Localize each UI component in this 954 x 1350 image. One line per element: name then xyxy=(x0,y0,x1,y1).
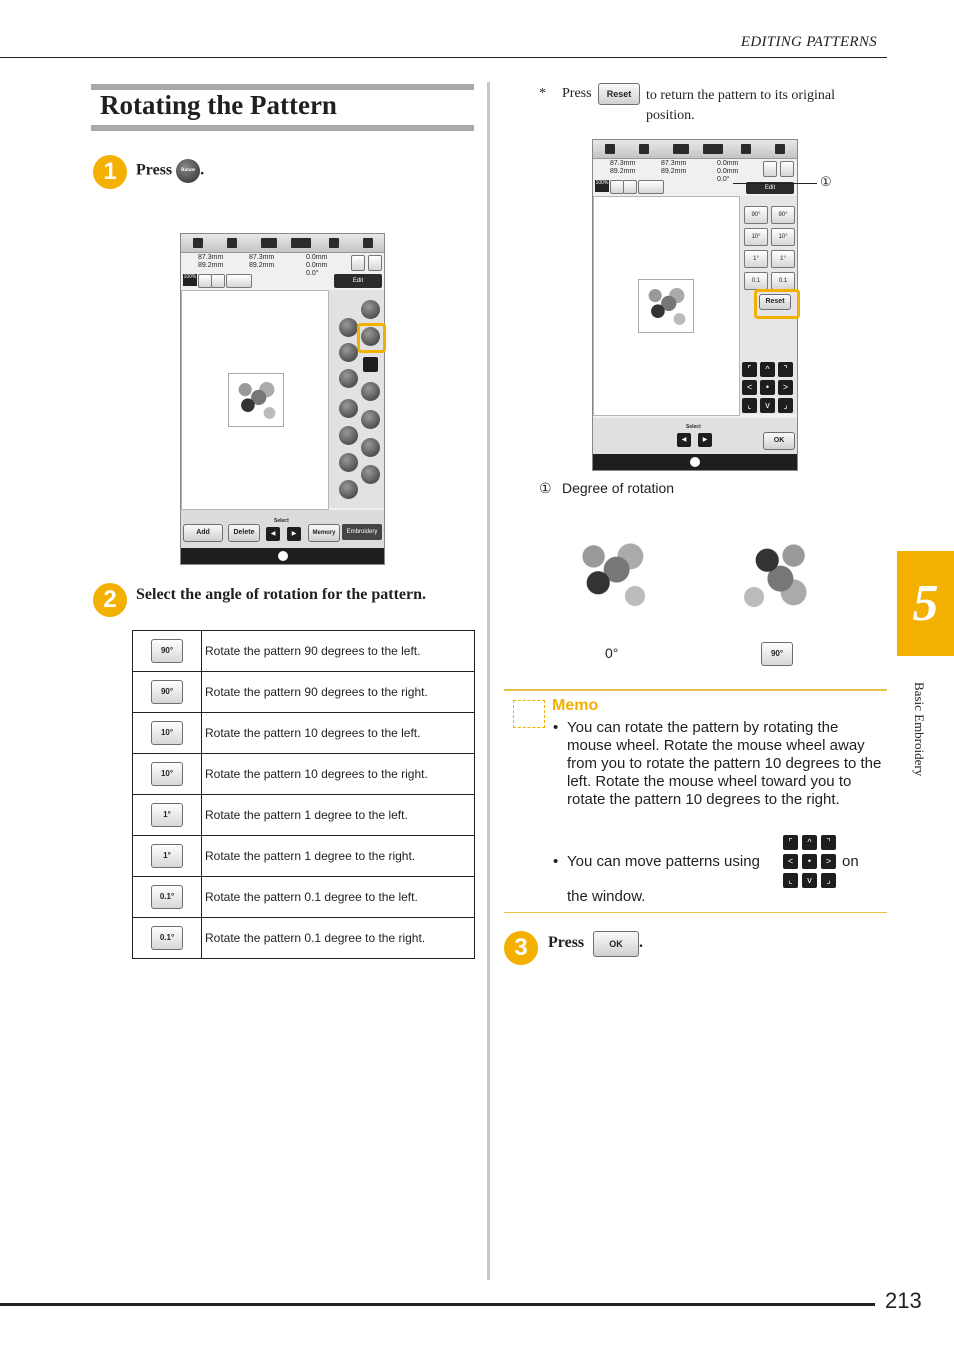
pos-x: 0.0mm xyxy=(306,254,328,261)
screen2-capture-button[interactable] xyxy=(763,161,777,177)
move-up-right-icon[interactable]: ⌝ xyxy=(778,362,793,377)
page-icon[interactable] xyxy=(227,238,237,248)
size2-height: 89.2mm xyxy=(249,262,275,269)
needle-icon[interactable] xyxy=(703,144,723,154)
memo-bottom-rule xyxy=(504,912,887,913)
zoom-level: 100% xyxy=(595,180,609,192)
rotation-table xyxy=(132,630,475,959)
move-down-right-icon[interactable]: ⌟ xyxy=(778,398,793,413)
zoom-out-icon[interactable] xyxy=(198,274,212,288)
move-up-right-icon: ⌝ xyxy=(821,835,836,850)
zoom-level: 100% xyxy=(183,274,197,286)
step-1-press: Press xyxy=(136,161,173,179)
rotate-1-left-icon[interactable]: 1° xyxy=(151,803,183,827)
angle-value: 0.0° xyxy=(306,270,319,277)
rotate-90-left-icon[interactable]: 90° xyxy=(151,639,183,663)
rotate-0-1-left-button[interactable]: 0.1 xyxy=(744,272,768,290)
screen1-side-panel xyxy=(329,290,384,508)
reset-button[interactable]: Reset xyxy=(759,294,791,310)
table-row xyxy=(133,877,475,918)
chapter-tab: 5 xyxy=(897,551,954,656)
pattern-0-degree-image xyxy=(566,530,658,618)
rotate-0-1-left-icon[interactable]: 0.1° xyxy=(151,885,183,909)
memo-title: Memo xyxy=(552,697,599,714)
camera-icon[interactable] xyxy=(605,144,615,154)
status-icon xyxy=(278,551,288,561)
rotate-0-1-right-button[interactable]: 0.1 xyxy=(771,272,795,290)
help-icon[interactable] xyxy=(673,144,689,154)
table-row xyxy=(133,795,475,836)
move-down-icon[interactable]: v xyxy=(760,398,775,413)
row-description: Rotate the pattern 1 degree to the left. xyxy=(202,795,475,836)
size2-height: 89.2mm xyxy=(661,168,687,175)
select-next-icon[interactable]: ▶ xyxy=(287,527,301,541)
delete-button[interactable]: Delete xyxy=(228,524,260,542)
memo-top-rule xyxy=(504,689,887,691)
memory-button[interactable]: Memory xyxy=(308,524,340,542)
memo-bullet-2-dot: • xyxy=(553,853,559,870)
rotate-90-right-icon[interactable]: 90° xyxy=(151,680,183,704)
screen2-canvas[interactable] xyxy=(593,196,740,416)
caption-text: Degree of rotation xyxy=(562,480,675,496)
page-icon[interactable] xyxy=(639,144,649,154)
rotate-10-left-button[interactable]: 10° xyxy=(744,228,768,246)
home-icon[interactable] xyxy=(775,144,785,154)
rotate-90-left-button[interactable]: 90° xyxy=(744,206,768,224)
rotate-90-right-icon: 90° xyxy=(761,642,793,666)
row-description: Rotate the pattern 10 degrees to the right. xyxy=(202,754,475,795)
tab-edit[interactable]: Edit xyxy=(334,274,382,288)
table-row xyxy=(133,713,475,754)
tab-edit[interactable]: Edit xyxy=(746,182,794,194)
mirror-button[interactable] xyxy=(339,399,358,418)
ok-button-icon[interactable]: OK xyxy=(593,931,639,957)
embroidery-pattern[interactable] xyxy=(228,373,284,427)
rotate-1-right-icon[interactable]: 1° xyxy=(151,844,183,868)
pos-y: 0.0mm xyxy=(717,168,739,175)
side-label-text: Basic Embroidery xyxy=(912,682,927,777)
rotate-90-right-button[interactable]: 90° xyxy=(771,206,795,224)
step-2-number: 2 xyxy=(93,583,127,617)
row-description: Rotate the pattern 0.1 degree to the left. xyxy=(202,877,475,918)
page-title: Rotating the Pattern xyxy=(100,90,337,120)
pattern-90-degree-image xyxy=(732,528,820,620)
grid-icon[interactable] xyxy=(638,180,664,194)
side-label xyxy=(905,680,935,860)
header-rule xyxy=(0,57,887,58)
embroidery-button[interactable]: Embroidery xyxy=(342,524,382,540)
screen1-status-bar xyxy=(181,548,384,564)
add-button[interactable]: Add xyxy=(183,524,223,542)
move-right-icon[interactable]: > xyxy=(778,380,793,395)
row-description: Rotate the pattern 90 degrees to the right. xyxy=(202,672,475,713)
zoom-in-icon[interactable] xyxy=(623,180,637,194)
machine-screen-1 xyxy=(180,233,385,565)
embroidery-pattern[interactable] xyxy=(638,279,694,333)
group-button[interactable] xyxy=(361,438,380,457)
help-icon[interactable] xyxy=(261,238,277,248)
border-button[interactable] xyxy=(361,382,380,401)
rotate-10-right-button[interactable]: 10° xyxy=(771,228,795,246)
move-up-icon: ^ xyxy=(802,835,817,850)
color-button[interactable] xyxy=(339,369,358,388)
step-2-text: Select the angle of rotation for the pattern. xyxy=(136,586,427,603)
move-up-left-icon[interactable]: ⌜ xyxy=(742,362,757,377)
note-press: Press xyxy=(562,86,592,101)
step-3-number: 3 xyxy=(504,931,538,965)
screen1-size2 xyxy=(249,254,274,270)
angle-value: 0.0° xyxy=(717,176,730,183)
size-height: 89.2mm xyxy=(610,168,636,175)
memo-bullet-2: You can move patterns using xyxy=(567,853,760,870)
rotate-button-icon[interactable]: Rotate xyxy=(176,159,200,183)
text-button[interactable] xyxy=(339,453,358,472)
table-row xyxy=(133,631,475,672)
screen1-toolbar xyxy=(181,234,384,253)
screen2-size xyxy=(610,160,635,176)
table-row xyxy=(133,836,475,877)
select-prev-icon[interactable]: ◀ xyxy=(266,527,280,541)
move-center-icon: • xyxy=(802,854,817,869)
screen1-size xyxy=(198,254,223,270)
screen2-bottom-controls xyxy=(593,418,797,454)
table-row xyxy=(133,672,475,713)
move-down-right-icon: ⌟ xyxy=(821,873,836,888)
note-asterisk: * xyxy=(539,86,546,101)
screen2-toolbar xyxy=(593,140,797,159)
density-button[interactable] xyxy=(361,410,380,429)
move-button[interactable] xyxy=(361,300,380,319)
screen2-position xyxy=(717,160,738,184)
table-row xyxy=(133,754,475,795)
machine-screen-2 xyxy=(592,139,798,471)
step-1-number: 1 xyxy=(93,155,127,189)
memo-bullet-1-dot: • xyxy=(553,719,559,736)
page-number: 213 xyxy=(885,1288,922,1313)
select-next-icon[interactable]: ▶ xyxy=(698,433,712,447)
size2-width: 87.3mm xyxy=(661,160,687,167)
lock-icon[interactable] xyxy=(329,238,339,248)
grid-icon[interactable] xyxy=(226,274,252,288)
table-row xyxy=(133,918,475,959)
memo-bullet-2-on: on xyxy=(842,853,859,870)
outline-button[interactable] xyxy=(339,480,358,499)
screen2-status-bar xyxy=(593,454,797,470)
move-up-left-icon: ⌜ xyxy=(783,835,798,850)
row-description: Rotate the pattern 1 degree to the right. xyxy=(202,836,475,877)
size-width: 87.3mm xyxy=(198,254,224,261)
screen1-bottom-controls xyxy=(181,510,384,548)
move-right-icon: > xyxy=(821,854,836,869)
memo-bullet-2-end: the window. xyxy=(567,888,646,905)
screen1-view-button[interactable] xyxy=(368,255,382,271)
needle-icon[interactable] xyxy=(291,238,311,248)
size-width: 87.3mm xyxy=(610,160,636,167)
move-down-left-icon[interactable]: ⌞ xyxy=(742,398,757,413)
screen1-capture-button[interactable] xyxy=(351,255,365,271)
callout-line xyxy=(733,183,817,184)
step-3-press: Press xyxy=(548,934,585,951)
callout-marker: ① xyxy=(820,174,832,189)
note-text: to return the pattern to its original position. xyxy=(646,88,835,123)
screen1-canvas[interactable] xyxy=(181,290,329,510)
step-3-period: . xyxy=(639,934,643,951)
screen1-position xyxy=(306,254,327,278)
pos-y: 0.0mm xyxy=(306,262,328,269)
lock-icon[interactable] xyxy=(741,144,751,154)
move-left-icon[interactable]: < xyxy=(742,380,757,395)
move-up-icon[interactable]: ^ xyxy=(760,362,775,377)
screen2-size2 xyxy=(661,160,686,176)
memo-move-pad xyxy=(783,835,839,891)
step-1-period: . xyxy=(200,161,205,179)
label-0-degree: 0° xyxy=(605,645,619,661)
rotate-0-1-right-icon[interactable]: 0.1° xyxy=(151,926,183,950)
title-bar-bottom xyxy=(91,125,474,131)
memo-bullet-1: You can rotate the pattern by rotating the mouse wheel. Rotate the mouse wheel away from you to rotate the pattern 10 degrees to the left. Rotate the mouse wheel toward you to rotate the pattern 10 degrees to the right. xyxy=(567,719,882,808)
size2-width: 87.3mm xyxy=(249,254,275,261)
array-button[interactable] xyxy=(363,357,378,372)
rotate-1-right-button[interactable]: 1° xyxy=(771,250,795,268)
caption-number: ① xyxy=(539,480,552,496)
rotate-10-left-icon[interactable]: 10° xyxy=(151,721,183,745)
footer-rule xyxy=(0,1303,875,1306)
rotate-highlight xyxy=(357,323,386,353)
screen2-view-button[interactable] xyxy=(780,161,794,177)
ok-button[interactable]: OK xyxy=(763,432,795,450)
row-description: Rotate the pattern 10 degrees to the left. xyxy=(202,713,475,754)
rotate-10-right-icon[interactable]: 10° xyxy=(151,762,183,786)
alphabet-button[interactable] xyxy=(361,465,380,484)
spacing-button[interactable] xyxy=(339,426,358,445)
step-1-text xyxy=(136,159,204,183)
select-label: Select xyxy=(686,424,701,430)
tool-button[interactable] xyxy=(339,318,358,337)
size-height: 89.2mm xyxy=(198,262,224,269)
select-prev-icon[interactable]: ◀ xyxy=(677,433,691,447)
row-description: Rotate the pattern 0.1 degree to the right. xyxy=(202,918,475,959)
camera-icon[interactable] xyxy=(193,238,203,248)
column-divider xyxy=(487,82,490,1280)
reset-button-icon[interactable]: Reset xyxy=(598,83,640,105)
running-header: EDITING PATTERNS xyxy=(740,34,877,50)
resize-button[interactable] xyxy=(339,343,358,362)
pos-x: 0.0mm xyxy=(717,160,739,167)
zoom-in-icon[interactable] xyxy=(211,274,225,288)
move-center-icon[interactable]: • xyxy=(760,380,775,395)
pencil-icon xyxy=(513,700,545,728)
move-pad xyxy=(740,360,797,416)
move-down-left-icon: ⌞ xyxy=(783,873,798,888)
status-icon xyxy=(690,457,700,467)
move-left-icon: < xyxy=(783,854,798,869)
move-down-icon: v xyxy=(802,873,817,888)
zoom-out-icon[interactable] xyxy=(610,180,624,194)
home-icon[interactable] xyxy=(363,238,373,248)
rotate-1-left-button[interactable]: 1° xyxy=(744,250,768,268)
row-description: Rotate the pattern 90 degrees to the left. xyxy=(202,631,475,672)
select-label: Select xyxy=(274,518,289,524)
